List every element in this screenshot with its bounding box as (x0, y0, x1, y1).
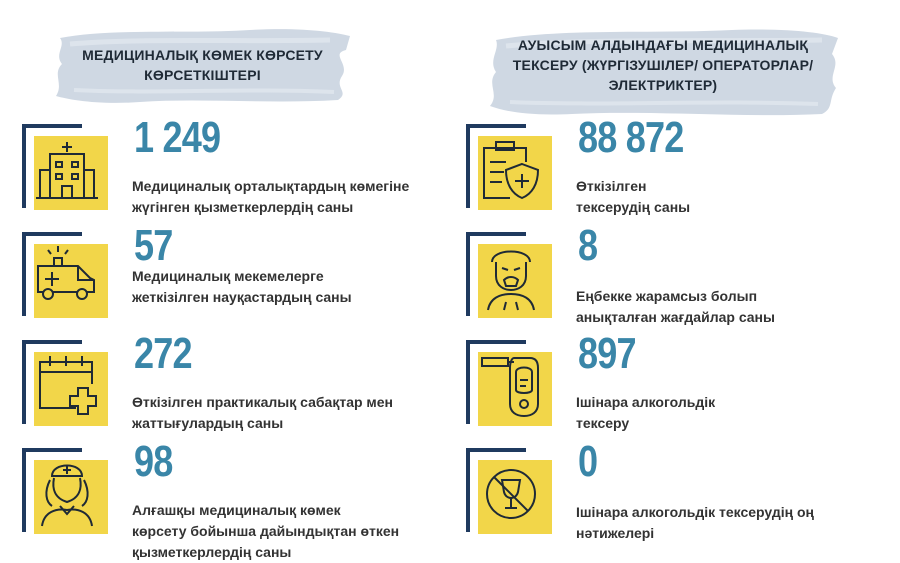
header-right-line1: АУЫСЫМ АЛДЫНДАҒЫ МЕДИЦИНАЛЫҚ (517, 37, 809, 53)
clipboard-shield-icon (466, 124, 552, 210)
nurse-icon (22, 448, 108, 534)
stat-label: Алғашқы медициналық көмек көрсету бойынша дайындықтан өткен қызметкерлердің саны (132, 502, 400, 560)
ambulance-icon (22, 232, 108, 318)
stat-label: Еңбекке жарамсыз болып анықталған жағдайлар саны (576, 288, 775, 325)
stat-value: 88 872 (578, 113, 684, 162)
stat-label: Ішінара алкогольдік тексеру (576, 394, 716, 431)
stat-value: 0 (578, 437, 598, 486)
stat-value: 272 (134, 329, 192, 378)
stat-label: Өткізілген практикалық сабақтар мен жаттығулардың саны (132, 394, 394, 431)
stat-label: Өткізілген тексерудің саны (576, 178, 691, 215)
header-right-line2: ТЕКСЕРУ (ЖҮРГІЗУШІЛЕР/ ОПЕРАТОРЛАР/ (512, 57, 814, 73)
stat-label: Медициналық орталықтардың көмегіне жүгінген қызметкерлердің саны (132, 178, 410, 215)
breathalyzer-icon (466, 340, 552, 426)
header-left-line2: КӨРСЕТКІШТЕРІ (144, 67, 261, 83)
sick-worker-icon (466, 232, 552, 318)
stat-value: 8 (578, 221, 598, 270)
stat-value: 897 (578, 329, 636, 378)
stat-value: 1 249 (134, 113, 221, 162)
header-preshift-exam (482, 10, 844, 120)
stat-value: 98 (134, 437, 173, 486)
hospital-building-icon (22, 124, 108, 210)
header-medical-aid (50, 20, 355, 110)
stat-label: Ішінара алкогольдік тексерудің оң нәтижелері (576, 504, 814, 541)
calendar-plus-icon (22, 340, 108, 426)
stat-value: 57 (134, 221, 173, 270)
no-alcohol-icon (466, 448, 552, 534)
stat-label: Медициналық мекемелерге жеткізілген науқастардың саны (132, 268, 352, 305)
header-left-line1: МЕДИЦИНАЛЫҚ КӨМЕК КӨРСЕТУ (82, 47, 323, 63)
header-right-line3: ЭЛЕКТРИКТЕР) (608, 77, 718, 93)
